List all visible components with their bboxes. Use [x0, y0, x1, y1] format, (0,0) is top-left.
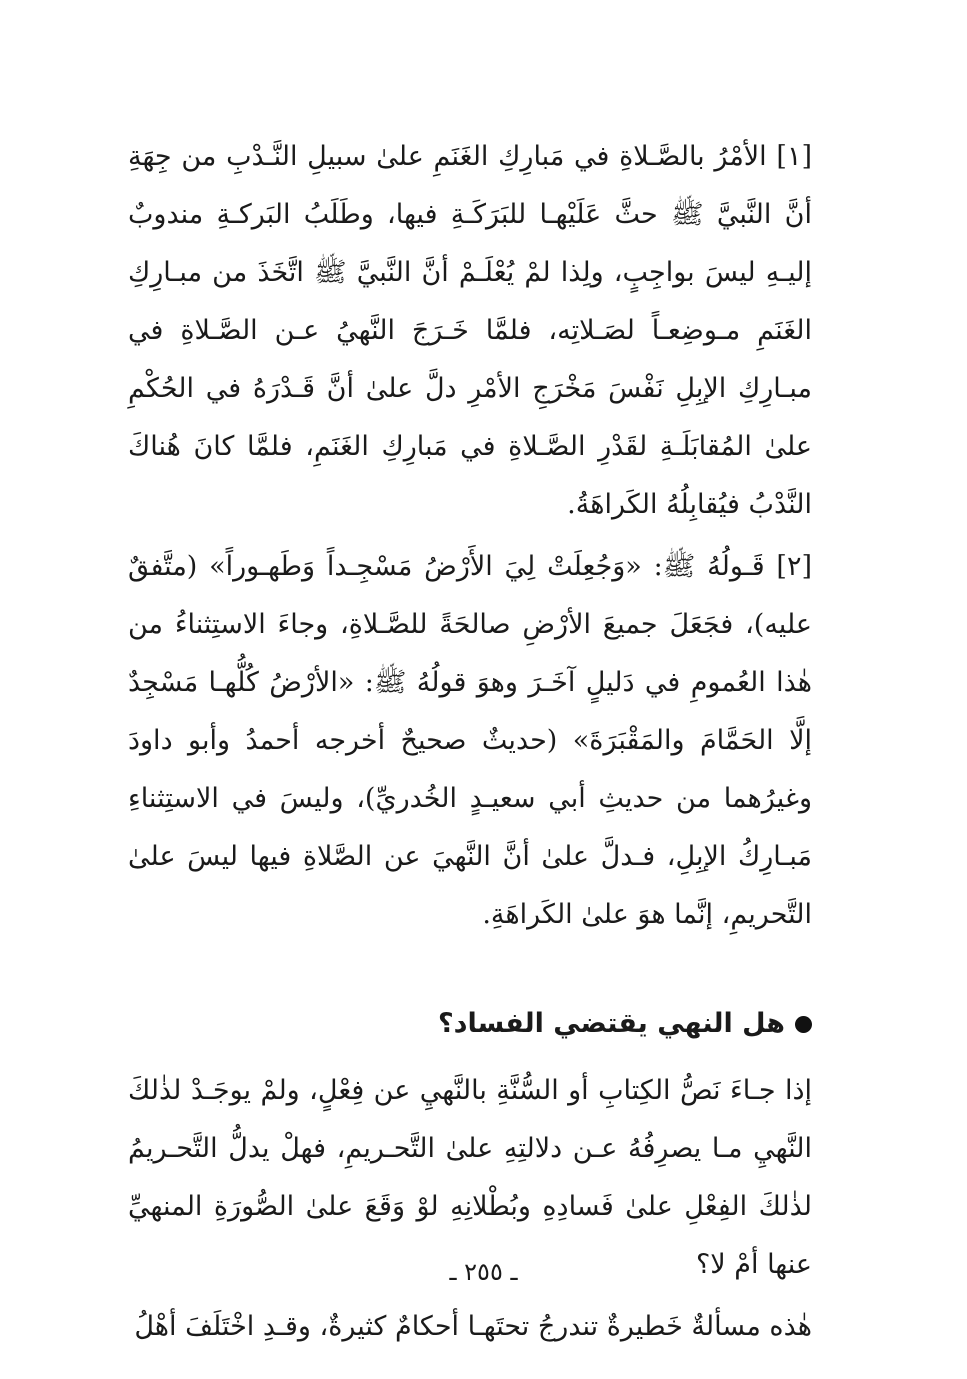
section-heading	[128, 998, 812, 1050]
section-prohibition-invalidity	[128, 998, 812, 1356]
page-body	[128, 128, 812, 1356]
bullet-icon	[795, 1016, 812, 1033]
paragraph-note-1: [١] الأمْرُ بالصَّـلاةِ في مَبارِكِ الغَنَمِ علىٰ سبيلِ النَّـدْبِ من جِهَةِ أنَّ النَّبيَّ ﷺ حثَّ عَلَيْهـا للبَرَكَـةِ فيها، وطَلَبُ البَركـةِ مندوبٌ إليـهِ ليسَ بواجِبٍ، ولِذا لمْ يُعْلَـمْ أنَّ النَّبيَّ ﷺ اتَّخَذَ من مبـارِكِ الغَنَمِ مـوضِعـاً لصَـلاتِه، فلمَّا خَـرَجَ النَّهيُ عـن الصَّـلاةِ في مبـارِكِ الإبِلِ نَفْسَ مَخْرَجِ الأمْرِ دلَّ علىٰ أنَّ قَـدْرَهُ في الحُكْمِ علىٰ المُقابَلَـةِ لقَدْرِ الصَّـلاةِ في مَبارِكِ الغَنَمِ، فلمَّا كانَ هُناكَ النَّدْبُ فيُقابِلُهُ الكَراهَةُ.	[128, 141, 812, 520]
paragraph-question: إذا جـاءَ نَصُّ الكِتابِ أو السُّنَّةِ بالنَّهيِ عن فِعْلٍ، ولمْ يوجَـدْ لذٰلكَ النَّهيِ مـا يصرِفُهُ عـن دلالتِهِ علىٰ التَّحـريمِ، فهلْ يدلُّ التَّحـريمُ لذٰلكَ الفِعْلِ علىٰ فَسادِهِ وبُطْلانِهِ لوْ وَقَعَ علىٰ الصُّورَةِ المنهيِّ عنها أمْ لا؟	[128, 1075, 812, 1280]
paragraph-note-2: [٢] قَـولُهُ ﷺ: «وَجُعِلَتْ لِيَ الأَرْضُ مَسْجِـداً وَطَهـوراً» (متَّفقٌ عليه)، فجَعَلَ جميعَ الأرْضِ صالحَةً للصَّـلاةِ، وجاءَ الاستِثناءُ من هٰذا العُمومِ في دَليلٍ آخَـرَ وهوَ قولُهُ ﷺ: «الأرْضُ كُلُّهـا مَسْجِدٌ إلَّا الحَمَّامَ والمَقْبَرَةَ» (حديثٌ صحيحٌ أخرجه أحمدُ وأبو داودَ وغيرُهما من حديثِ أبي سعيـدٍ الخُدريِّ)، وليسَ في الاستِثناءِ مَبـارِكُ الإبِلِ، فـدلَّ علىٰ أنَّ النَّهيَ عن الصَّلاةِ فيها ليسَ علىٰ التَّحريمِ، إنَّما هوَ علىٰ الكَراهَةِ.	[128, 551, 813, 930]
page-number: ـ ٢٥٥ ـ	[449, 1258, 518, 1286]
paragraph-continuation: هٰذه مسألةٌ خَطيرةٌ تندرجُ تحتَهـا أحكامٌ كثيرةٌ، وقـدِ اخْتَلَفَ أهْلُ	[134, 1311, 812, 1342]
section-heading-text: هل النهي يقتضي الفساد؟	[437, 1008, 785, 1039]
